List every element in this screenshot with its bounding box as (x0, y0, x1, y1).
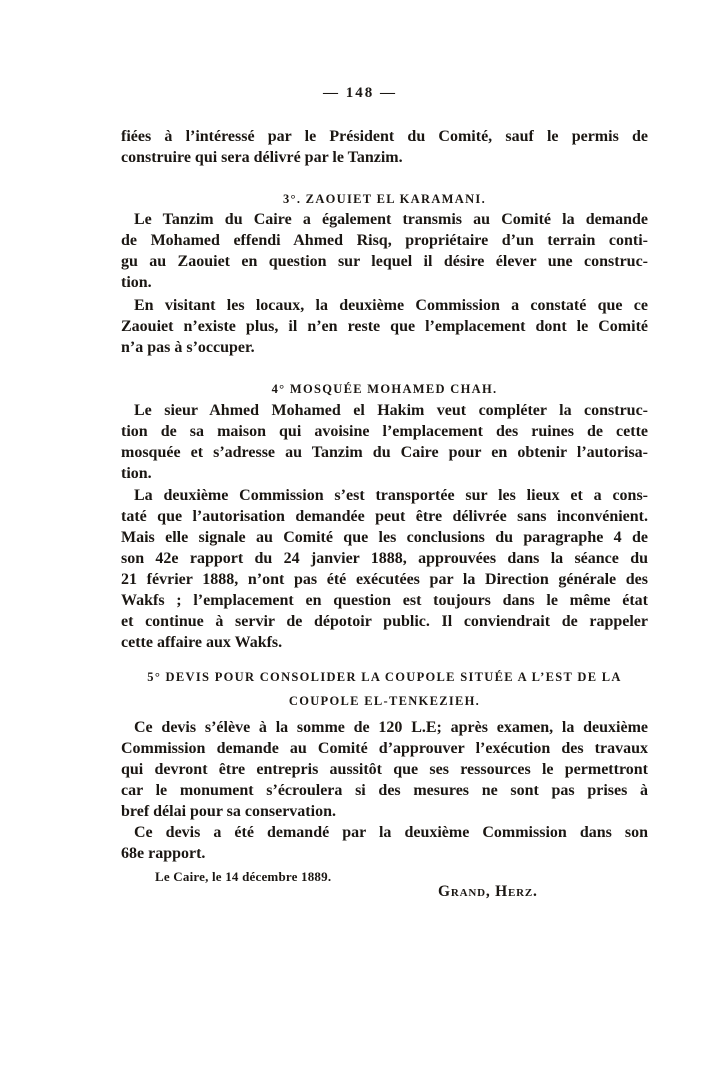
heading-line: 3°. ZAOUIET EL KARAMANI. (282, 192, 486, 206)
text-line: car le monument s’écroulera si des mesures ne sont pas prises à (121, 782, 648, 799)
text-line: Ce devis s’élève à la somme de 120 L.E; après examen, la deuxième (134, 719, 648, 736)
text-line: 68e rapport. (121, 845, 206, 862)
paragraph-commission-wakfs (121, 485, 648, 653)
text-line: qui devront être entrepris aussitôt que ses ressources le permettront (121, 761, 648, 778)
text-line: Mais elle signale au Comité que les conclusions du paragraphe 4 de (121, 529, 648, 546)
paragraph-rapport-68 (121, 822, 648, 864)
paragraph-hakim (121, 400, 648, 484)
section-heading-3 (121, 187, 648, 211)
text-line: son 42e rapport du 24 janvier 1888, approuvées dans la séance du (121, 550, 648, 567)
text-line: de Mohamed effendi Ahmed Risq, propriétaire d’un terrain conti- (121, 232, 648, 249)
text-line: mosquée et s’adresse au Tanzim du Caire pour en obtenir l’autorisa- (121, 444, 648, 461)
section-heading-4 (121, 377, 648, 401)
heading-line: 5° DEVIS POUR CONSOLIDER LA COUPOLE SITUÉE A L’EST DE LA (147, 670, 622, 684)
page-number: — 148 — (323, 85, 397, 101)
text-line: tion. (121, 465, 152, 482)
paragraph-continuation (121, 126, 648, 168)
text-line: Le Tanzim du Caire a également transmis au Comité la demande (134, 211, 648, 228)
heading-line: COUPOLE EL-TENKEZIEH. (288, 694, 481, 708)
text-line: fiées à l’intéressé par le Président du Comité, sauf le permis de (121, 128, 648, 145)
paragraph-zaouiet-demande (121, 209, 648, 293)
signature: Grand, Herz. (438, 883, 538, 900)
text-line: Zaouiet n’existe plus, il n’en reste que l’emplacement dont le Comité (121, 318, 648, 335)
text-line: La deuxième Commission s’est transportée sur les lieux et a cons- (134, 487, 648, 504)
text-line: construire qui sera délivré par le Tanzim. (121, 149, 403, 166)
text-line: n’a pas à s’occuper. (121, 339, 255, 356)
text-line: cette affaire aux Wakfs. (121, 634, 283, 651)
text-line: taté que l’autorisation demandée peut être délivrée sans inconvénient. (121, 508, 648, 525)
section-heading-5 (121, 665, 648, 713)
text-line: 21 février 1888, n’ont pas été exécutées par la Direction générale des (121, 571, 648, 588)
paragraph-zaouiet-constat (121, 295, 648, 358)
text-line: Le sieur Ahmed Mohamed el Hakim veut compléter la construc- (134, 402, 648, 419)
text-line: Commission demande au Comité d’approuver l’exécution des travaux (121, 740, 648, 757)
text-line: Wakfs ; l’emplacement en question est toujours dans le même état (121, 592, 648, 609)
dateline: Le Caire, le 14 décembre 1889. (155, 869, 332, 884)
heading-line: 4° MOSQUÉE MOHAMED CHAH. (271, 382, 498, 396)
text-line: bref délai pour sa conservation. (121, 803, 336, 820)
text-line: et continue à servir de dépotoir public. Il conviendrait de rappeler (121, 613, 648, 630)
text-line: tion. (121, 274, 152, 291)
paragraph-devis (121, 717, 648, 822)
text-line: En visitant les locaux, la deuxième Commission a constaté que ce (134, 297, 648, 314)
text-line: Ce devis a été demandé par la deuxième Commission dans son (134, 824, 648, 841)
text-line: tion de sa maison qui avoisine l’emplacement des ruines de cette (121, 423, 648, 440)
text-line: gu au Zaouiet en question sur lequel il désire élever une construc- (121, 253, 648, 270)
